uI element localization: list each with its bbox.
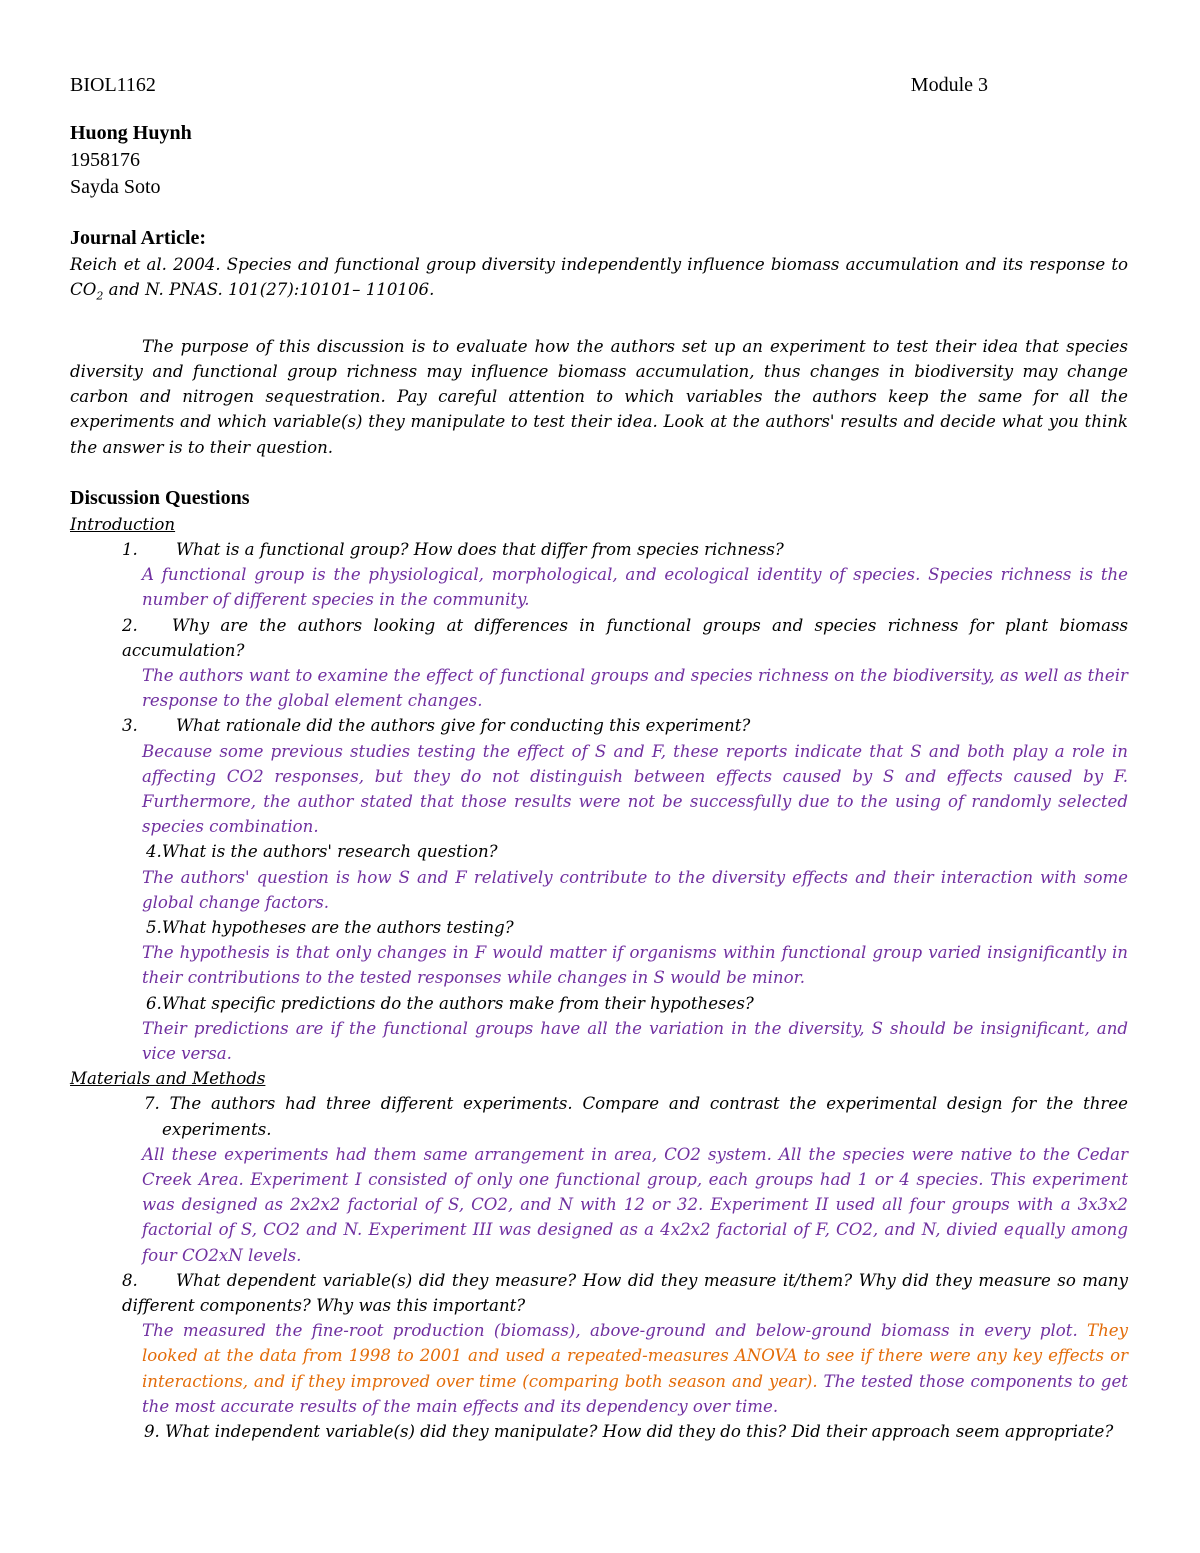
question-1: 1. What is a functional group? How does that differ from species richness?	[122, 539, 784, 559]
question-2: 2. Why are the authors looking at differences in functional groups and species richness for plant biomass accumulation?	[122, 615, 1128, 660]
purpose-paragraph: The purpose of this discussion is to evaluate how the authors set up an experiment to test their idea that species diversity and functional group richness may influence biomass accumulation, thus changes in biodiversity may change carbon and nitrogen sequestration. Pay careful attention to which variables the authors keep the same for all the experiments and which variable(s) they manipulate to test their idea. Look at the authors' results and decide what you think the answer is to their question.	[70, 336, 1128, 457]
answer-1: A functional group is the physiological, morphological, and ecological identity of species. Species richness is the number of different species in the community.	[142, 565, 1128, 610]
answer-6: Their predictions are if the functional groups have all the variation in the diversity, S should be insignificant, and vice versa.	[142, 1018, 1128, 1063]
answer-8-highlight: They looked at the data from 1998 to 2001 and used a repeated-measures ANOVA to see if there were any key effects or interactions, and if they improved over time (comparing both season and year).	[142, 1321, 1128, 1391]
question-6: 6.What specific predictions do the authors make from their hypotheses?	[146, 993, 754, 1013]
question-5: 5.What hypotheses are the authors testing?	[146, 917, 514, 937]
answer-8: The measured the fine-root production (biomass), above-ground and below-ground biomass in every plot. They looked at the data from 1998 to 2001 and used a repeated-measures ANOVA to see if there were any key effects or interactions, and if they improved over time (comparing both season and year). The tested those components to get the most accurate results of the main effects and its dependency over time.	[142, 1321, 1128, 1416]
answer-5: The hypothesis is that only changes in F would matter if organisms within functional group varied insignificantly in their contributions to the tested responses while changes in S would be minor.	[142, 943, 1128, 988]
section-materials-methods: Materials and Methods	[70, 1069, 266, 1089]
student-name: Huong Huynh	[70, 122, 192, 144]
answer-3: Because some previous studies testing the effect of S and F, these reports indicate that S and both play a role in affecting CO2 responses, but they do not distinguish between effects caused by S and effects caused by F. Furthermore, the author stated that those results were not be successfully due to the using of randomly selected species combination.	[142, 741, 1128, 837]
section-introduction: Introduction	[70, 514, 176, 534]
question-4: 4.What is the authors' research question?	[146, 842, 498, 862]
course-code: BIOL1162	[70, 74, 156, 96]
question-3: 3. What rationale did the authors give for conducting this experiment?	[122, 716, 751, 736]
answer-4: The authors' question is how S and F relatively contribute to the diversity effects and their interaction with some global change factors.	[142, 867, 1128, 912]
question-9: 9. What independent variable(s) did they manipulate? How did they do this? Did their approach seem appropriate?	[144, 1422, 1114, 1442]
discussion-heading: Discussion Questions	[70, 486, 250, 509]
answer-2: The authors want to examine the effect of functional groups and species richness on the biodiversity, as well as their response to the global element changes.	[142, 665, 1128, 711]
article-citation: Reich et al. 2004. Species and functional group diversity independently influence biomass accumulation and its response to $CO_2$ and N. PNAS. 101(27):10101– 110106.	[70, 255, 1128, 303]
page-header	[70, 72, 988, 98]
student-id: 1958176	[70, 149, 140, 171]
module-label: Module 3	[910, 74, 988, 96]
instructor-name: Sayda Soto	[70, 176, 161, 198]
article-heading: Journal Article:	[70, 227, 207, 249]
document-page	[70, 72, 1128, 1444]
question-8: 8. What dependent variable(s) did they measure? How did they measure it/them? Why did they measure so many different components? Why was this important?	[122, 1270, 1128, 1316]
question-7: 7. The authors had three different experiments. Compare and contrast the experimental design for the three experiments.	[144, 1094, 1128, 1139]
answer-7: All these experiments had them same arrangement in area, CO2 system. All the species were native to the Cedar Creek Area. Experiment I consisted of only one functional group, each groups had 1 or 4 species. This experiment was designed as 2x2x2 factorial of S, CO2, and N with 12 or 32. Experiment II used all four groups with a 3x3x2 factorial of S, CO2 and N. Experiment III was designed as a 4x2x2 factorial of F, CO2, and N, divied equally among four CO2xN levels.	[142, 1144, 1128, 1265]
